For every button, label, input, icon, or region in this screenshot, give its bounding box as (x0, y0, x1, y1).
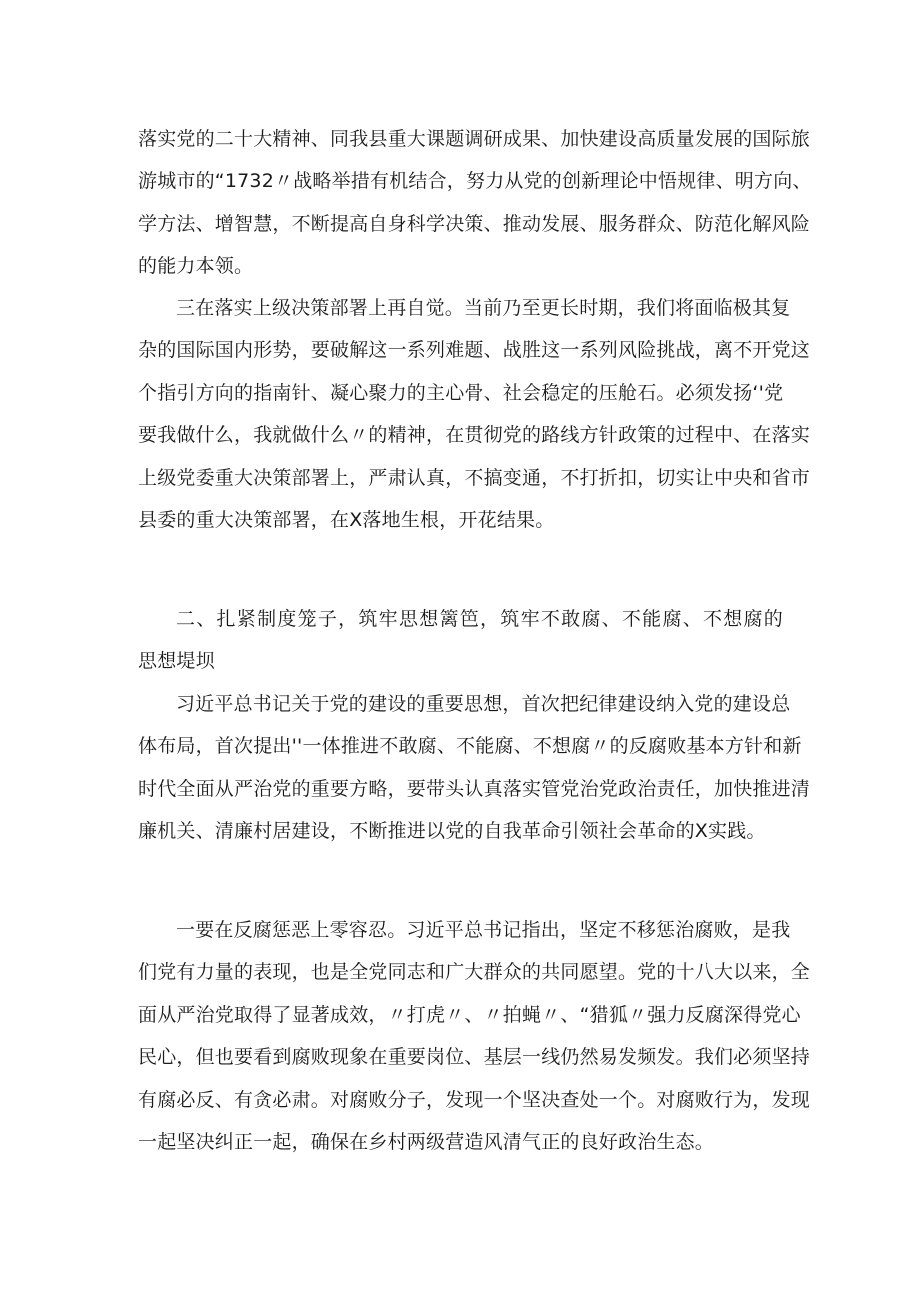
paragraph-line: 落实党的二十大精神、同我县重大课题调研成果、加快建设高质量发展的国际旅 (138, 128, 811, 150)
paragraph-line: 面从严治党取得了显著成效，〃打虎〃、〃拍蝇〃、“猎狐〃强力反腐深得党心 (138, 1003, 801, 1026)
paragraph-line: 要我做什么，我就做什么〃的精神，在贯彻党的路线方针政策的过程中、在落实 (138, 424, 811, 447)
paragraph-line: 习近平总书记关于党的建设的重要思想，首次把纪律建设纳入党的建设总 (176, 693, 791, 715)
paragraph-line: 个指引方向的指南针、凝心聚力的主心骨、社会稳定的压舱石。必须发扬‘'党 (138, 381, 784, 404)
paragraph-line: 民心，但也要看到腐败现象在重要岗位、基层一线仍然易发频发。我们必须坚持 (138, 1046, 811, 1069)
paragraph-line: 上级党委重大决策部署上，严肃认真，不搞变通，不打折扣，切实让中央和省市 (138, 466, 811, 489)
paragraph-line: 学方法、增智慧，不断提高自身科学决策、推动发展、服务群众、防范化解风险 (138, 212, 811, 235)
section-heading (138, 598, 783, 683)
paragraph-line: 县委的重大决策部署，在X落地生根，开花结果。 (138, 508, 555, 531)
paragraph-line: 杂的国际国内形势，要破解这一系列难题、战胜这一系列风险挑战，离不开党这 (138, 339, 811, 362)
paragraph-line: 一要在反腐惩恶上零容忍。习近平总书记指出，坚定不移惩治腐败，是我 (176, 919, 791, 941)
paragraph-line: 廉机关、清廉村居建设，不断推进以党的自我革命引领社会革命的X实践。 (138, 820, 766, 843)
paragraph-4 (138, 683, 811, 853)
paragraph-5 (138, 909, 811, 1163)
paragraph-1 (138, 118, 812, 288)
paragraph-2 (138, 287, 811, 541)
paragraph-line: 一起坚决纠正一起，确保在乡村两级营造风清气正的良好政治生态。 (138, 1130, 715, 1153)
paragraph-line: 三在落实上级决策部署上再自觉。当前乃至更长时期，我们将面临极其复 (176, 297, 791, 319)
paragraph-line: 体布局，首次提出''一体推进不敢腐、不能腐、不想腐〃的反腐败基本方针和新 (138, 735, 802, 758)
paragraph-line: 们党有力量的表现，也是全党同志和广大群众的共同愿望。党的十八大以来，全 (138, 961, 811, 984)
paragraph-line: 有腐必反、有贪必肃。对腐败分子，发现一个坚决查处一个。对腐败行为，发现 (138, 1088, 811, 1111)
heading-line: 二、扎紧制度笼子，筑牢思想篱笆，筑牢不敢腐、不能腐、不想腐的 (176, 608, 783, 630)
paragraph-line: 游城市的“1732〃战略举措有机结合，努力从党的创新理论中悟规律、明方向、 (138, 170, 812, 193)
heading-line: 思想堤坝 (138, 650, 215, 673)
paragraph-line: 的能力本领。 (138, 255, 254, 278)
paragraph-line: 时代全面从严治党的重要方略，要带头认真落实管党治党政治责任，加快推进清 (138, 777, 811, 800)
